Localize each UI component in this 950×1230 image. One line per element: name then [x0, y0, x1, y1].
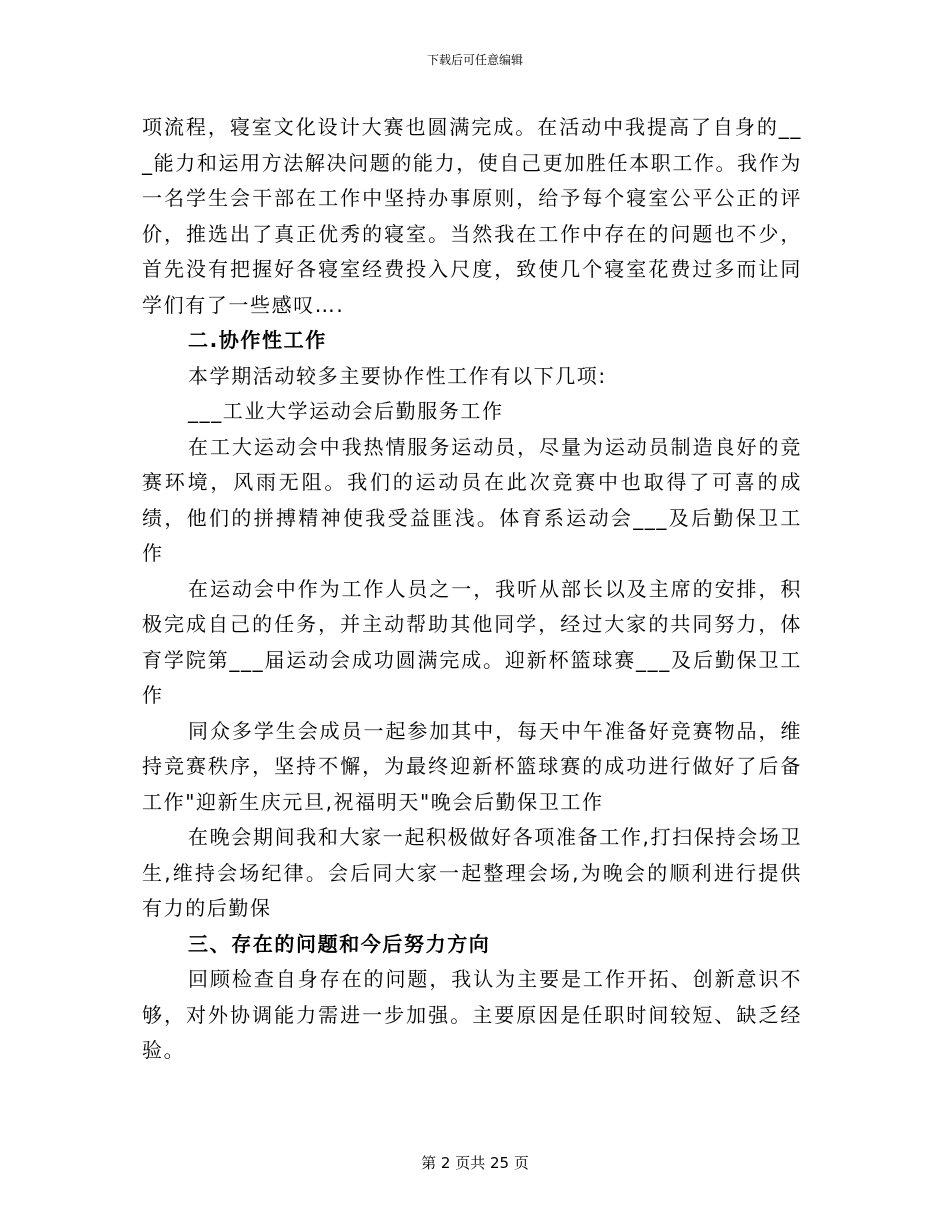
paragraph: 项流程，寝室文化设计大赛也圆满完成。在活动中我提高了自身的___能力和运用方法解决问题的能力，使自己更加胜任本职工作。我作为一名学生会干部在工作中坚持办事原则，给予每个寝室公平公正的评价，推选出了真正优秀的寝室。当然我在工作中存在的问题也不少，首先没有把握好各寝室经费投入尺度，致使几个寝室花费过多而让同学们有了一些感叹….: [142, 115, 802, 317]
paragraph: ___工业大学运动会后勤服务工作: [188, 399, 504, 423]
paragraph: 本学期活动较多主要协作性工作有以下几项:: [188, 363, 607, 388]
page-header: 下载后可任意编辑: [426, 53, 523, 67]
section-heading: 二.协作性工作: [188, 328, 327, 352]
section-heading: 三、存在的问题和今后努力方向: [188, 931, 491, 956]
page-footer: 第 2 页共 25 页: [421, 1154, 529, 1172]
paragraph: 在运动会中作为工作人员之一，我听从部长以及主席的安排，积极完成自己的任务，并主动帮助其他同学，经过大家的共同努力，体育学院第___届运动会成功圆满完成。迎新杯篮球赛___及后勤保卫工作: [142, 576, 802, 707]
paragraph: 回顾检查自身存在的问题，我认为主要是工作开拓、创新意识不够，对外协调能力需进一步加强。主要原因是任职时间较短、缺乏经验。: [142, 967, 802, 1062]
document-body: [142, 110, 802, 1069]
paragraph: 在晚会期间我和大家一起积极做好各项准备工作,打扫保持会场卫生,维持会场纪律。会后同大家一起整理会场,为晚会的顺利进行提供有力的后勤保: [142, 825, 802, 920]
paragraph: 同众多学生会成员一起参加其中，每天中午准备好竞赛物品，维持竞赛秩序，坚持不懈，为最终迎新杯篮球赛的成功进行做好了后备工作"迎新生庆元旦,祝福明天"晚会后勤保卫工作: [142, 718, 802, 814]
paragraph: 在工大运动会中我热情服务运动员，尽量为运动员制造良好的竞赛环境，风雨无阻。我们的运动员在此次竞赛中也取得了可喜的成绩，他们的拼搏精神使我受益匪浅。体育系运动会___及后勤保卫工作: [142, 434, 802, 565]
